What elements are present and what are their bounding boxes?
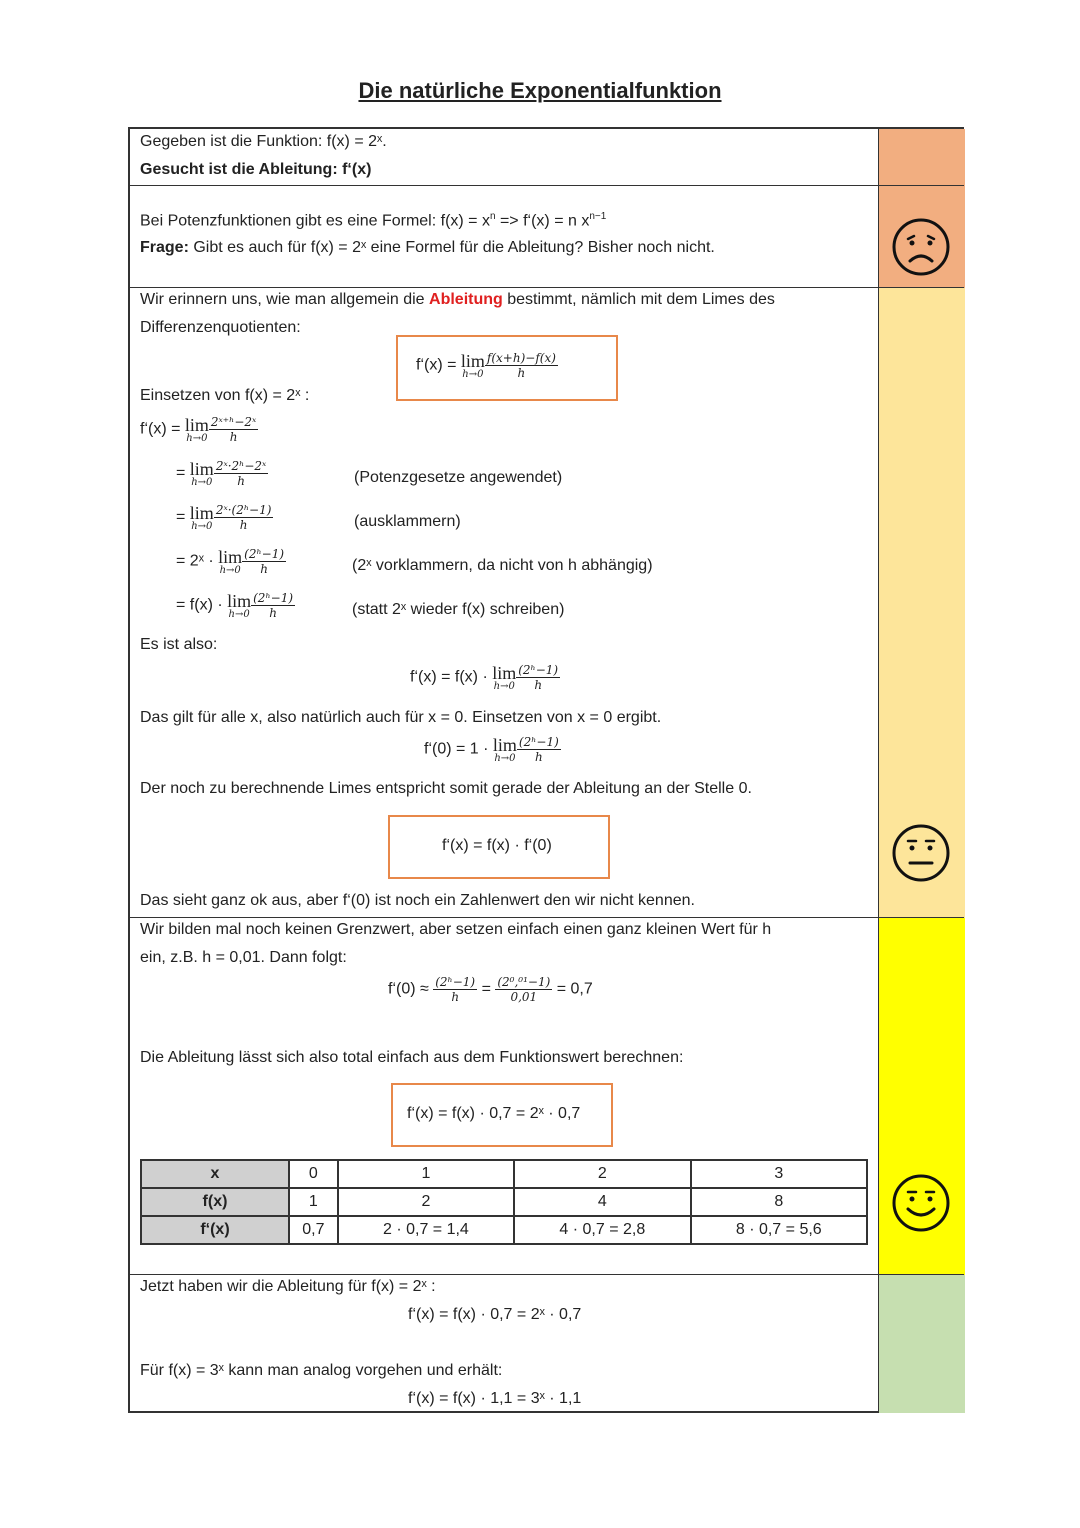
power-rule-text: Bei Potenzfunktionen gibt es eine Formel: $f(x) = x^n$ => f‘(x) = n $x^{n-1}$ [140, 211, 607, 230]
approx-intro-2: ein, z.B. h = 0,01. Dann folgt: [140, 949, 347, 966]
table-row [141, 1160, 867, 1188]
definition-box [396, 335, 618, 401]
neutral-face-icon [891, 823, 951, 883]
table-header-cell: x [141, 1160, 289, 1188]
table-cell: 4 · 0,7 = 2,8 [514, 1216, 690, 1244]
definition-formula: f‘(x) = lim h→0 $\frac{f(x+h)-f(x)}{h}$ [416, 350, 556, 380]
divider [130, 287, 964, 288]
question-text: Frage: Gibt es auch für f(x) = 2ˣ eine Formel für die Ableitung? Bisher noch nicht. [140, 239, 715, 256]
derivation-row-1: f‘(x) = lim h→0 $\frac{\text{2ˣ⁺ʰ−2ˣ}}{h}$ [140, 414, 257, 444]
table-row [141, 1188, 867, 1216]
derivation-note-2: (Potenzgesetze angewendet) [354, 469, 563, 486]
compute-text: Die Ableitung lässt sich also total einfach aus dem Funktionswert berechnen: [140, 1049, 684, 1066]
f0-formula: f‘(0) = 1 · lim h→0 $\frac{\text{(2ʰ−1)}}{h}$ [424, 734, 559, 764]
given-text: Gegeben ist die Funktion: f(x) = 2ˣ. [140, 133, 387, 150]
derivation-row-2: = lim h→0 $\frac{\text{2ˣ·2ʰ−2ˣ}}{h}$ [176, 458, 267, 488]
limit-text: Der noch zu berechnende Limes entspricht somit gerade der Ableitung an der Stelle 0. [140, 780, 752, 797]
derivation-row-5: = f(x) · lim h→0 $\frac{\text{(2ʰ−1)}}{h}$ [176, 590, 294, 620]
divider [130, 1274, 964, 1275]
approx-intro-1: Wir bilden mal noch keinen Grenzwert, aber setzen einfach einen ganz kleinen Wert für h [140, 921, 772, 938]
result-formula: f‘(x) = f(x) · lim h→0 $\frac{\text{(2ʰ−1)}}{h}$ [410, 662, 559, 692]
table-cell: 8 [691, 1188, 867, 1216]
approx-result-formula: f‘(x) = f(x) · 0,7 = 2ˣ · 0,7 [407, 1105, 581, 1122]
table-cell: 2 [514, 1160, 690, 1188]
ok-text: Das sieht ganz ok aus, aber f‘(0) ist noch ein Zahlenwert den wir nicht kennen. [140, 892, 695, 909]
key-result-box [388, 815, 610, 879]
table-header-cell: f‘(x) [141, 1216, 289, 1244]
derivation-note-5: (statt 2ˣ wieder f(x) schreiben) [352, 601, 565, 618]
key-result-formula: f‘(x) = f(x) · f‘(0) [442, 837, 552, 854]
approx-formula: f‘(0) ≈ $\frac{\text{(2ʰ−1)}}{h}$ = $\frac{\text{(2⁰,⁰¹−1)}}{0,01}$ = 0,7 [388, 975, 593, 1004]
table-cell: 1 [289, 1188, 338, 1216]
approx-result-box [391, 1083, 613, 1147]
table-cell: 0 [289, 1160, 338, 1188]
table-cell: 2 · 0,7 = 1,4 [338, 1216, 514, 1244]
sought-text: Gesucht ist die Ableitung: f‘(x) [140, 161, 372, 178]
substitution-text: Einsetzen von f(x) = 2ˣ : [140, 387, 310, 404]
final-intro: Jetzt haben wir die Ableitung für f(x) = 2ˣ : [140, 1278, 436, 1295]
derivation-row-4: = 2ˣ · lim h→0 $\frac{\text{(2ʰ−1)}}{h}$ [176, 546, 285, 576]
table-cell: 0,7 [289, 1216, 338, 1244]
analog-text: Für f(x) = 3ˣ kann man analog vorgehen und erhält: [140, 1362, 503, 1379]
page-title: Die natürliche Exponentialfunktion [358, 78, 722, 103]
derivation-note-3: (ausklammern) [354, 513, 461, 530]
all-x-text: Das gilt für alle x, also natürlich auch für x = 0. Einsetzen von x = 0 ergibt. [140, 709, 662, 726]
value-table [140, 1159, 868, 1245]
conclusion-label: Es ist also: [140, 636, 218, 653]
color-band-green [878, 1275, 965, 1413]
derivation-note-4: (2ˣ vorklammern, da nicht von h abhängig) [352, 557, 653, 574]
table-cell: 2 [338, 1188, 514, 1216]
table-cell: 4 [514, 1188, 690, 1216]
worksheet [128, 127, 964, 1413]
sad-face-icon [891, 217, 951, 277]
table-cell: 1 [338, 1160, 514, 1188]
derivation-row-3: = lim h→0 $\frac{\text{2ˣ·(2ʰ−1)}}{h}$ [176, 502, 272, 532]
intro-text-2: Differenzenquotienten: [140, 319, 301, 336]
divider [130, 185, 964, 186]
intro-text: Wir erinnern uns, wie man allgemein die Ableitung bestimmt, nämlich mit dem Limes des [140, 291, 775, 308]
final-formula-3x: f‘(x) = f(x) · 1,1 = 3ˣ · 1,1 [408, 1390, 582, 1407]
table-header-cell: f(x) [141, 1188, 289, 1216]
final-formula-2x: f‘(x) = f(x) · 0,7 = 2ˣ · 0,7 [408, 1306, 582, 1323]
smiley-face-icon [891, 1173, 951, 1233]
divider [130, 917, 964, 918]
table-cell: 8 · 0,7 = 5,6 [691, 1216, 867, 1244]
table-row [141, 1216, 867, 1244]
table-cell: 3 [691, 1160, 867, 1188]
